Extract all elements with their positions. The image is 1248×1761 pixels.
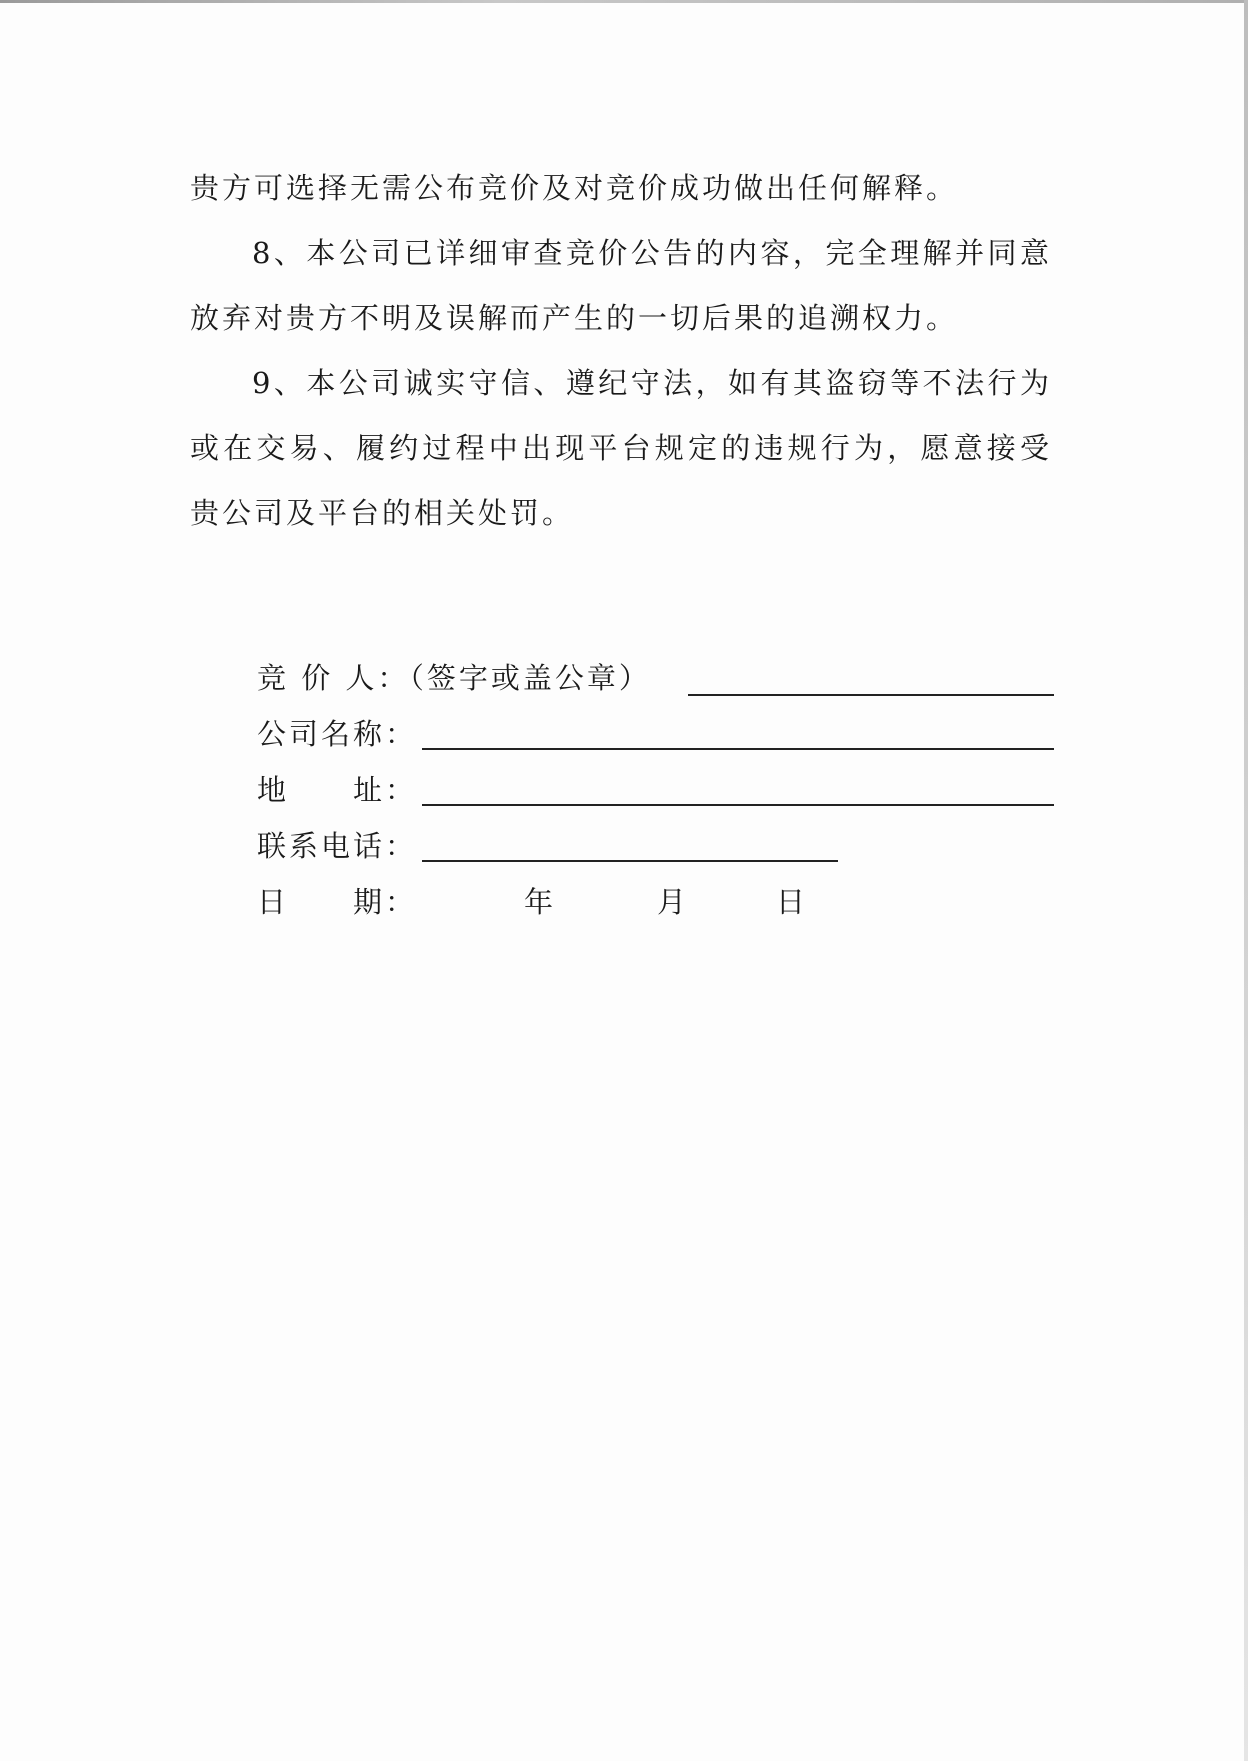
- bidder-signature-line[interactable]: [688, 694, 1054, 696]
- date-month: 月: [657, 885, 687, 919]
- phone-line[interactable]: [422, 860, 838, 862]
- clause-9: 9、本公司诚实守信、遵纪守法，如有其盗窃等不法行为或在交易、履约过程中出现平台规定的违规行为，愿意接受贵公司及平台的相关处罚。: [190, 366, 1052, 530]
- address-row: [257, 770, 417, 810]
- company-name-line[interactable]: [422, 748, 1054, 750]
- date-row: [257, 882, 417, 922]
- address-line[interactable]: [422, 804, 1054, 806]
- date-year: 年: [524, 885, 554, 919]
- phone-row: [257, 826, 417, 866]
- bidder-row: [257, 658, 651, 698]
- clause-body: [190, 156, 1052, 546]
- bidder-label: 竞 价 人：（签字或盖公章）: [257, 661, 651, 695]
- clause-8: 8、本公司已详细审查竞价公告的内容，完全理解并同意放弃对贵方不明及误解而产生的一切后果的追溯权力。: [190, 236, 1052, 335]
- phone-label: 联系电话：: [257, 829, 418, 863]
- date-label: 日 期：: [257, 885, 418, 919]
- company-row: [257, 714, 417, 754]
- date-day: 日: [776, 885, 806, 919]
- scan-right-edge: [1244, 0, 1248, 1761]
- company-label: 公司名称：: [257, 717, 418, 751]
- scan-top-edge: [0, 0, 1248, 3]
- clause-7-tail: 贵方可选择无需公布竞价及对竞价成功做出任何解释。: [190, 171, 959, 205]
- address-label: 地 址：: [257, 773, 418, 807]
